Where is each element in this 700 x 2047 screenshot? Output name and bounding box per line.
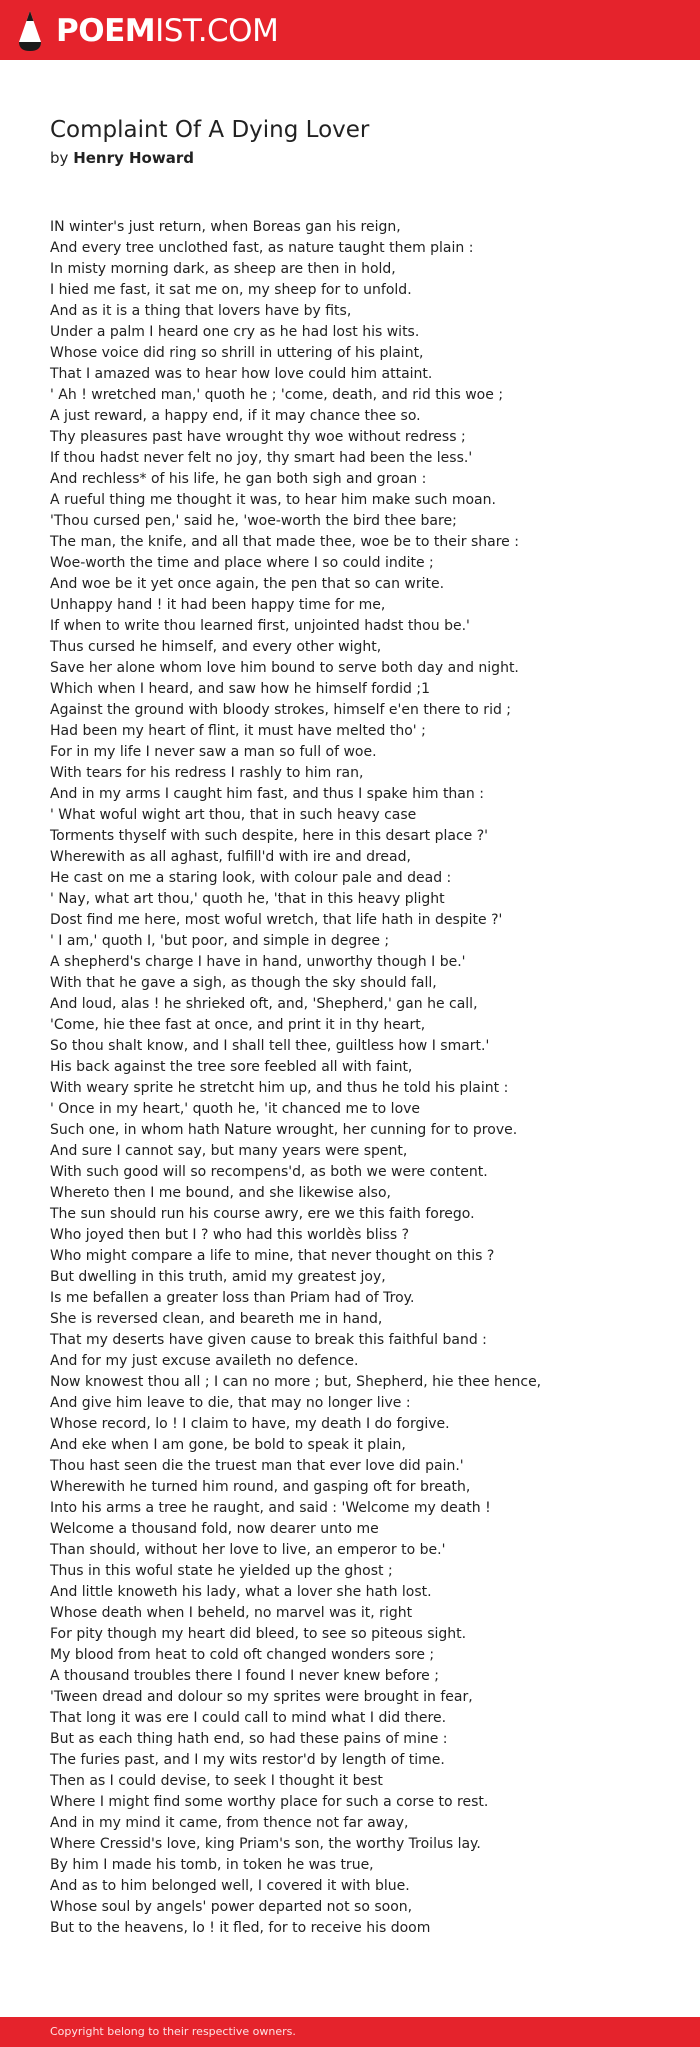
poem-line: Woe-worth the time and place where I so could indite ; <box>50 555 434 571</box>
poem-line: He cast on me a staring look, with colour pale and dead : <box>50 870 452 886</box>
poem-line: The sun should run his course awry, ere we this faith forego. <box>50 1206 475 1222</box>
site-footer <box>0 2017 700 2047</box>
poem-line: And for my just excuse availeth no defence. <box>50 1353 359 1369</box>
poem-line: ' Ah ! wretched man,' quoth he ; 'come, death, and rid this woe ; <box>50 387 504 403</box>
poem-line: If thou hadst never felt no joy, thy smart had been the less.' <box>50 450 473 466</box>
poem-line: Who might compare a life to mine, that never thought on this ? <box>50 1248 495 1264</box>
poem-line: Wherewith he turned him round, and gasping oft for breath, <box>50 1479 471 1495</box>
poem-line: ' Nay, what art thou,' quoth he, 'that in this heavy plight <box>50 891 445 907</box>
poem-line: And sure I cannot say, but many years were spent, <box>50 1143 408 1159</box>
poem-line: Is me befallen a greater loss than Priam had of Troy. <box>50 1290 415 1306</box>
poem-line: With that he gave a sigh, as though the sky should fall, <box>50 975 437 991</box>
poem-line: Then as I could devise, to seek I thought it best <box>50 1773 383 1789</box>
poem-line: Where I might find some worthy place for such a corse to rest. <box>50 1794 489 1810</box>
poem-line: Whose record, lo ! I claim to have, my death I do forgive. <box>50 1416 450 1432</box>
pencil-icon <box>18 10 42 52</box>
byline <box>50 148 194 168</box>
poem-line: That long it was ere I could call to mind what I did there. <box>50 1710 447 1726</box>
poem-line: Dost find me here, most woful wretch, that life hath in despite ?' <box>50 912 503 928</box>
poem-line: Save her alone whom love him bound to serve both day and night. <box>50 660 519 676</box>
poem-line: Which when I heard, and saw how he himself fordid ;1 <box>50 681 430 697</box>
poem-line: In misty morning dark, as sheep are then in hold, <box>50 261 396 277</box>
poem-line: Whereto then I me bound, and she likewise also, <box>50 1185 391 1201</box>
poem-line: ' What woful wight art thou, that in such heavy case <box>50 807 417 823</box>
poem-line: With weary sprite he stretcht him up, and thus he told his plaint : <box>50 1080 509 1096</box>
poem-line: And give him leave to die, that may no longer live : <box>50 1395 411 1411</box>
site-logo[interactable] <box>18 10 278 52</box>
poem-line: And loud, alas ! he shrieked oft, and, 'Shepherd,' gan he call, <box>50 996 478 1012</box>
poem-line: For in my life I never saw a man so full of woe. <box>50 744 377 760</box>
poem-line: Wherewith as all aghast, fulfill'd with ire and dread, <box>50 849 411 865</box>
poem-line: But to the heavens, lo ! it fled, for to receive his doom <box>50 1920 431 1936</box>
poem-line: And as it is a thing that lovers have by fits, <box>50 303 352 319</box>
poem-line: Under a palm I heard one cry as he had lost his wits. <box>50 324 420 340</box>
poem-line: 'Thou cursed pen,' said he, 'woe-worth the bird thee bare; <box>50 513 457 529</box>
poem-line: That my deserts have given cause to break this faithful band : <box>50 1332 487 1348</box>
poem-line: Now knowest thou all ; I can no more ; but, Shepherd, hie thee hence, <box>50 1374 542 1390</box>
poem-line: And in my arms I caught him fast, and thus I spake him than : <box>50 786 484 802</box>
brand-name-bold: POEM <box>56 13 156 49</box>
poem-line: Thus in this woful state he yielded up the ghost ; <box>50 1563 393 1579</box>
poem-line: ' I am,' quoth I, 'but poor, and simple in degree ; <box>50 933 390 949</box>
poem-line: And rechless* of his life, he gan both sigh and groan : <box>50 471 427 487</box>
poem-line: So thou shalt know, and I shall tell thee, guiltless how I smart.' <box>50 1038 490 1054</box>
poem-line: Thus cursed he himself, and every other wight, <box>50 639 382 655</box>
brand-name <box>56 11 278 51</box>
poem-line: A thousand troubles there I found I never knew before ; <box>50 1668 439 1684</box>
poem-line: And eke when I am gone, be bold to speak it plain, <box>50 1437 406 1453</box>
poem-line: My blood from heat to cold oft changed wonders sore ; <box>50 1647 435 1663</box>
poem-line: With such good will so recompens'd, as both we were content. <box>50 1164 488 1180</box>
author-name[interactable]: Henry Howard <box>73 149 194 167</box>
poem-line: Where Cressid's love, king Priam's son, the worthy Troilus lay. <box>50 1836 481 1852</box>
poem-line: By him I made his tomb, in token he was true, <box>50 1857 374 1873</box>
poem-line: And woe be it yet once again, the pen that so can write. <box>50 576 445 592</box>
poem-line: Than should, without her love to live, an emperor to be.' <box>50 1542 446 1558</box>
poem-line: Into his arms a tree he raught, and said : 'Welcome my death ! <box>50 1500 491 1516</box>
poem-line: And little knoweth his lady, what a lover she hath lost. <box>50 1584 432 1600</box>
poem-line: A rueful thing me thought it was, to hear him make such moan. <box>50 492 496 508</box>
poem-line: With tears for his redress I rashly to him ran, <box>50 765 364 781</box>
poem-line: Such one, in whom hath Nature wrought, her cunning for to prove. <box>50 1122 518 1138</box>
poem-line: His back against the tree sore feebled all with faint, <box>50 1059 413 1075</box>
poem-line: IN winter's just return, when Boreas gan his reign, <box>50 219 401 235</box>
poem-line: Whose voice did ring so shrill in uttering of his plaint, <box>50 345 424 361</box>
poem-line: 'Come, hie thee fast at once, and print it in thy heart, <box>50 1017 426 1033</box>
poem-line: Whose death when I beheld, no marvel was it, right <box>50 1605 413 1621</box>
poem-line: Welcome a thousand fold, now dearer unto me <box>50 1521 379 1537</box>
poem-line: She is reversed clean, and beareth me in hand, <box>50 1311 383 1327</box>
poem-line: And as to him belonged well, I covered it with blue. <box>50 1878 410 1894</box>
poem-line: That I amazed was to hear how love could him attaint. <box>50 366 433 382</box>
poem-line: Had been my heart of flint, it must have melted tho' ; <box>50 723 426 739</box>
poem-line: Torments thyself with such despite, here in this desart place ?' <box>50 828 489 844</box>
poem-line: For pity though my heart did bleed, to see so piteous sight. <box>50 1626 467 1642</box>
copyright-text: Copyright belong to their respective owners. <box>50 2025 296 2038</box>
poem-line: And in my mind it came, from thence not far away, <box>50 1815 409 1831</box>
poem-body <box>50 217 670 1939</box>
poem-line: The furies past, and I my wits restor'd by length of time. <box>50 1752 445 1768</box>
poem-line: A just reward, a happy end, if it may chance thee so. <box>50 408 421 424</box>
poem-line: 'Tween dread and dolour so my sprites were brought in fear, <box>50 1689 473 1705</box>
brand-name-regular: IST.COM <box>155 13 279 49</box>
poem-line: I hied me fast, it sat me on, my sheep for to unfold. <box>50 282 412 298</box>
poem-line: A shepherd's charge I have in hand, unworthy though I be.' <box>50 954 466 970</box>
poem-line: ' Once in my heart,' quoth he, 'it chanced me to love <box>50 1101 421 1117</box>
poem-line: Thou hast seen die the truest man that ever love did pain.' <box>50 1458 464 1474</box>
poem-line: Thy pleasures past have wrought thy woe without redress ; <box>50 429 466 445</box>
poem-line: If when to write thou learned first, unjointed hadst thou be.' <box>50 618 470 634</box>
poem-title: Complaint Of A Dying Lover <box>50 117 370 143</box>
poem-line: Who joyed then but I ? who had this worldès bliss ? <box>50 1227 410 1243</box>
poem-line: Unhappy hand ! it had been happy time for me, <box>50 597 386 613</box>
poem-line: And every tree unclothed fast, as nature taught them plain : <box>50 240 474 256</box>
by-label: by <box>50 149 69 167</box>
poem-line: But as each thing hath end, so had these pains of mine : <box>50 1731 448 1747</box>
poem-line: Whose soul by angels' power departed not so soon, <box>50 1899 413 1915</box>
poem-line: The man, the knife, and all that made thee, woe be to their share : <box>50 534 519 550</box>
poem-line: Against the ground with bloody strokes, himself e'en there to rid ; <box>50 702 512 718</box>
poem-line: But dwelling in this truth, amid my greatest joy, <box>50 1269 386 1285</box>
site-header <box>0 0 700 60</box>
